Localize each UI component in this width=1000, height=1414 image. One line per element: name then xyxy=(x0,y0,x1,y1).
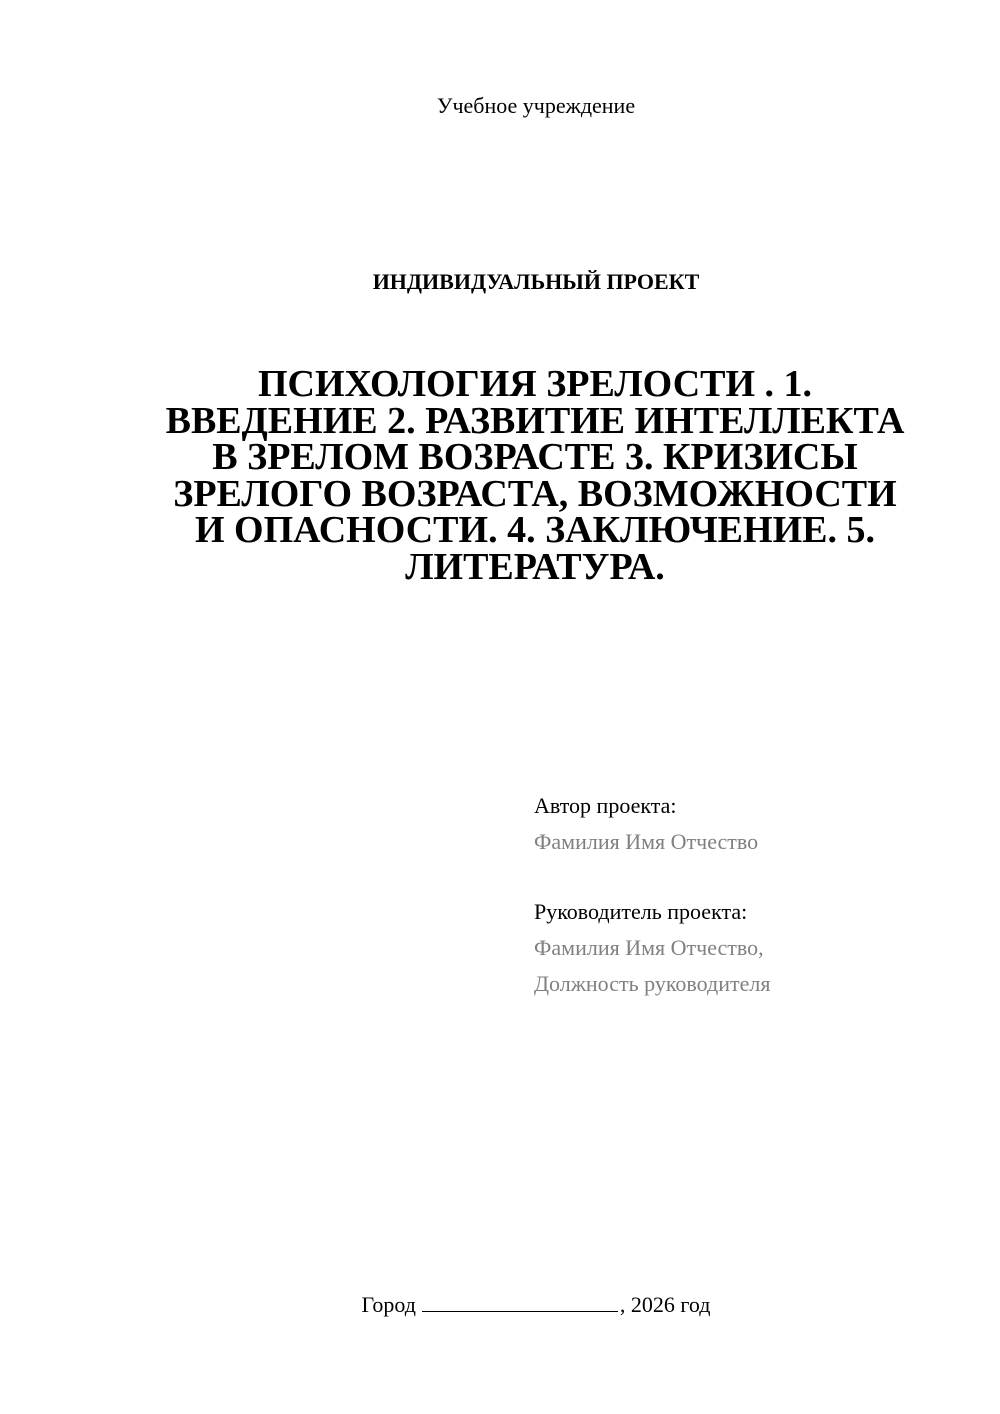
project-title-line: В ЗРЕЛОМ ВОЗРАСТЕ 3. КРИЗИСЫ xyxy=(212,436,858,478)
project-title xyxy=(150,363,920,588)
year-text: , 2026 год xyxy=(619,1292,711,1317)
project-title-line: ПСИХОЛОГИЯ ЗРЕЛОСТИ . 1. xyxy=(257,363,813,405)
city-label: Город xyxy=(361,1292,416,1317)
author-label: Автор проекта: xyxy=(534,793,677,818)
credits-spacer xyxy=(534,860,974,894)
supervisor-position: Должность руководителя xyxy=(534,971,771,996)
author-name: Фамилия Имя Отчество xyxy=(534,829,759,854)
city-blank-line xyxy=(422,1291,618,1312)
supervisor-label: Руководитель проекта: xyxy=(534,899,748,924)
project-title-line: ЗРЕЛОГО ВОЗРАСТА, ВОЗМОЖНОСТИ xyxy=(173,472,897,515)
credits-block xyxy=(534,788,974,1002)
project-title-line: ЛИТЕРАТУРА. xyxy=(405,545,665,588)
project-title-line: И ОПАСНОСТИ. 4. ЗАКЛЮЧЕНИЕ. 5. xyxy=(195,509,875,551)
footer-city-year xyxy=(0,1290,1000,1320)
project-type: ИНДИВИДУАЛЬНЫЙ ПРОЕКТ xyxy=(372,269,700,294)
supervisor-name: Фамилия Имя Отчество, xyxy=(534,935,764,960)
project-title-line: ВВЕДЕНИЕ 2. РАЗВИТИЕ ИНТЕЛЛЕКТА xyxy=(165,399,905,442)
institution-name: Учебное учреждение xyxy=(436,93,636,118)
